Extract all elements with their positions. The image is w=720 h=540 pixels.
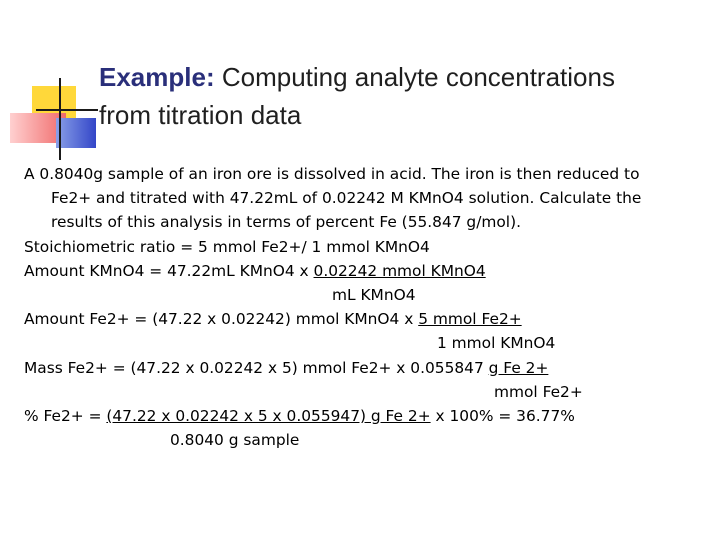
problem-line-2: Fe2+ and titrated with 47.22mL of 0.02242 M KMnO4 solution. Calculate the — [51, 189, 642, 208]
mass-fe-prefix: Mass Fe2+ = (47.22 x 0.02242 x 5) mmol Fe2+ x 0.055847 — [24, 358, 489, 377]
amount-kmno4-numerator: 0.02242 mmol KMnO4 — [313, 261, 486, 280]
amount-fe-denominator: 1 mmol KMnO4 — [437, 334, 556, 353]
stoichiometric-ratio: Stoichiometric ratio = 5 mmol Fe2+/ 1 mmol KMnO4 — [24, 237, 430, 256]
mass-fe-denominator: mmol Fe2+ — [494, 382, 583, 401]
mass-fe-numerator: g Fe 2+ — [488, 358, 549, 377]
amount-fe-prefix: Amount Fe2+ = (47.22 x 0.02242) mmol KMnO4 x — [24, 310, 419, 329]
problem-line-1: A 0.8040g sample of an iron ore is dissolved in acid. The iron is then reduced to — [24, 165, 640, 183]
slide-body — [24, 162, 704, 452]
amount-kmno4-denominator: mL KMnO4 — [332, 285, 416, 304]
amount-kmno4-line — [24, 259, 704, 283]
slide-title — [99, 58, 699, 134]
percent-fe-denominator: 0.8040 g sample — [170, 431, 300, 450]
decor-blue-square — [56, 118, 96, 148]
title-line-2: from titration data — [99, 100, 302, 130]
percent-fe-prefix: % Fe2+ = — [24, 406, 107, 425]
amount-fe-line — [24, 307, 704, 331]
decor-vertical-line — [59, 78, 61, 160]
percent-fe-numerator: (47.22 x 0.02242 x 5 x 0.055947) g Fe 2+ — [106, 406, 431, 425]
title-line-1-rest: Computing analyte concentrations — [221, 62, 615, 92]
amount-kmno4-prefix: Amount KMnO4 = 47.22mL KMnO4 x — [24, 261, 314, 280]
problem-line-3: results of this analysis in terms of percent Fe (55.847 g/mol). — [51, 213, 521, 232]
title-lead: Example: — [99, 62, 215, 92]
percent-fe-line — [24, 404, 704, 428]
amount-fe-numerator: 5 mmol Fe2+ — [418, 310, 522, 329]
percent-fe-suffix: x 100% = 36.77% — [430, 406, 575, 425]
decor-horizontal-line — [36, 109, 98, 111]
mass-fe-line — [24, 356, 704, 380]
title-line-1 — [99, 58, 699, 96]
